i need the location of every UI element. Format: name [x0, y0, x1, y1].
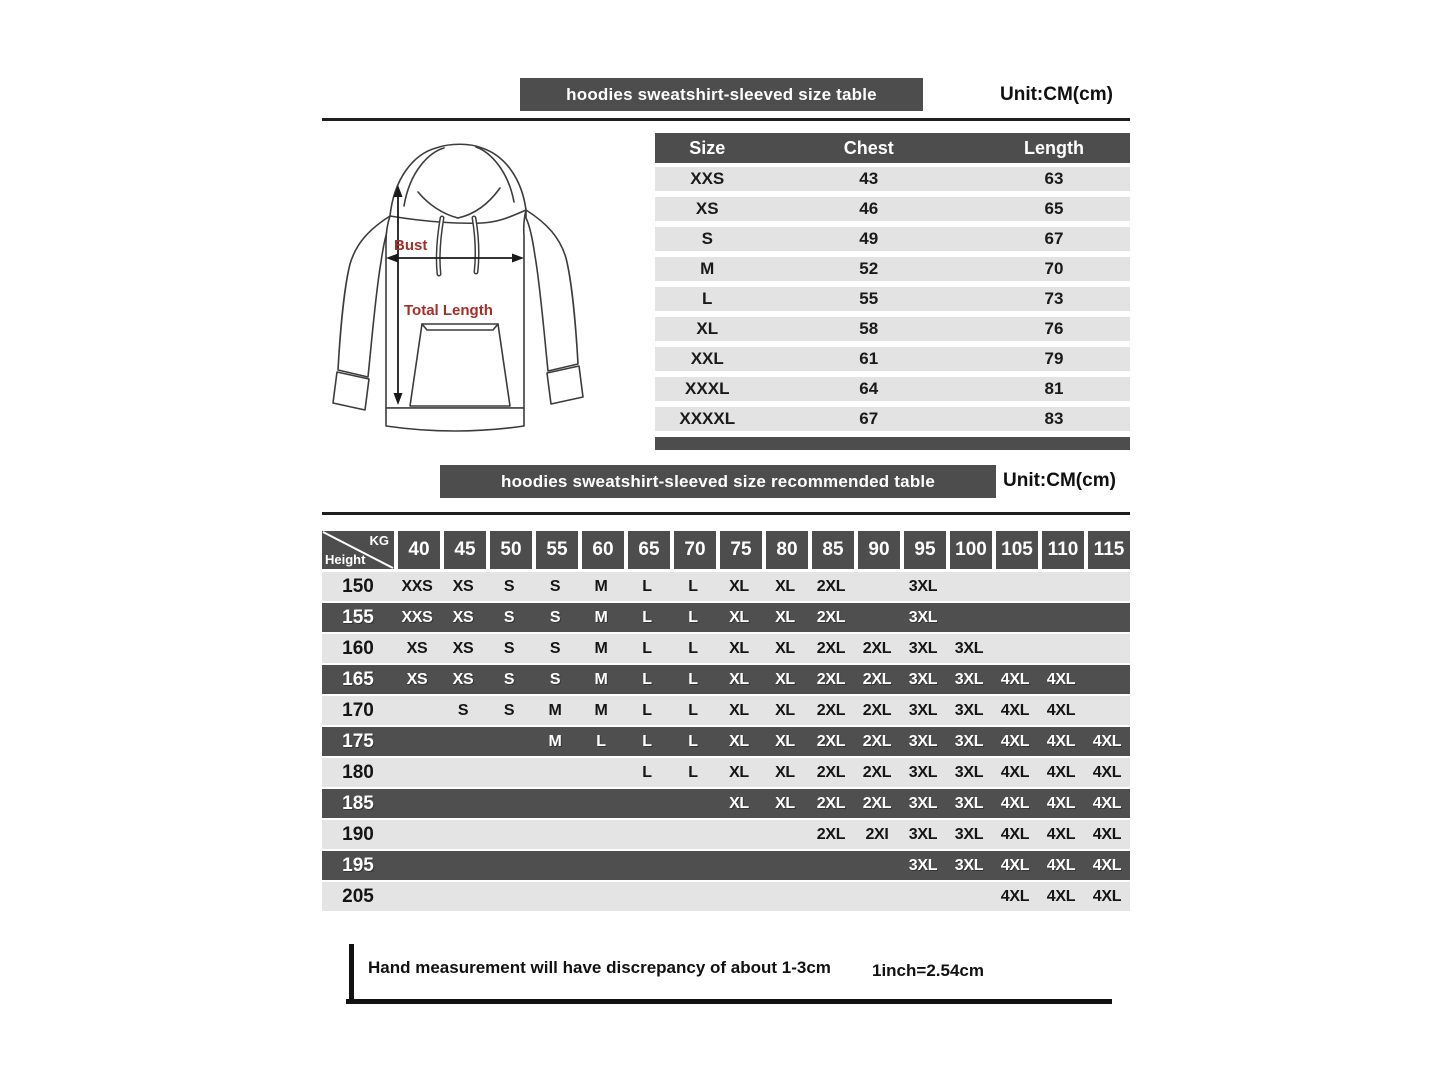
kg-height-corner-cell	[322, 531, 394, 569]
size-table-cell: XL	[696, 319, 719, 338]
divider-line	[322, 512, 1130, 515]
matrix-row	[322, 665, 1130, 694]
matrix-size-cell: 4XL	[1092, 794, 1122, 812]
matrix-size-cell: L	[642, 639, 652, 657]
matrix-size-cell: 4XL	[1000, 732, 1030, 750]
matrix-size-cell: 3XL	[954, 794, 984, 812]
matrix-size-cell: 2XL	[816, 639, 846, 657]
matrix-header-row	[322, 531, 1130, 569]
hoodie-measurement-diagram	[330, 138, 640, 460]
matrix-size-cell: XL	[775, 701, 795, 719]
matrix-size-cell: 3XL	[908, 608, 938, 626]
weight-header-box: 70	[674, 531, 716, 569]
footer-horizontal-bar	[346, 999, 1112, 1004]
recommended-size-matrix	[322, 531, 1130, 913]
matrix-size-cell: 3XL	[908, 670, 938, 688]
matrix-size-cell: L	[642, 670, 652, 688]
weight-header-box: 115	[1088, 531, 1130, 569]
matrix-size-cell: XS	[452, 639, 474, 657]
matrix-size-cell: 3XL	[908, 577, 938, 595]
size-table-row	[655, 347, 1130, 371]
height-label: 180	[342, 761, 374, 783]
size-table-cell: 43	[859, 169, 879, 188]
matrix-size-cell: L	[642, 732, 652, 750]
size-table-cell: L	[702, 289, 713, 308]
matrix-size-cell: XL	[775, 732, 795, 750]
matrix-size-cell: XL	[775, 794, 795, 812]
weight-header-box: 55	[536, 531, 578, 569]
matrix-row	[322, 789, 1130, 818]
matrix-row	[322, 758, 1130, 787]
matrix-size-cell: 4XL	[1046, 856, 1076, 874]
matrix-size-cell: 3XL	[908, 794, 938, 812]
height-label: 170	[342, 699, 374, 721]
size-table-cell: S	[701, 229, 713, 248]
matrix-size-cell: L	[688, 701, 698, 719]
matrix-size-cell: S	[549, 639, 561, 657]
matrix-row	[322, 603, 1130, 632]
size-table-cell: XXL	[690, 349, 724, 368]
matrix-size-cell: XS	[452, 577, 474, 595]
matrix-size-cell: 3XL	[908, 763, 938, 781]
matrix-size-cell: 4XL	[1092, 887, 1122, 905]
matrix-size-cell: 3XL	[954, 701, 984, 719]
matrix-size-cell: L	[642, 763, 652, 781]
height-label: 195	[342, 854, 374, 876]
size-table-cell: 81	[1044, 379, 1064, 398]
height-label: 190	[342, 823, 374, 845]
matrix-size-cell: 2XL	[816, 794, 846, 812]
size-table-row	[655, 287, 1130, 311]
size-table-body	[655, 167, 1130, 431]
height-label: 150	[342, 575, 374, 597]
weight-header-box: 110	[1042, 531, 1084, 569]
matrix-size-cell: S	[503, 608, 515, 626]
size-table-cell: XXXXL	[679, 409, 736, 428]
size-table-cell: XS	[695, 199, 719, 218]
matrix-size-cell: 2XL	[816, 825, 846, 843]
matrix-size-cell: S	[549, 577, 561, 595]
matrix-size-cell: L	[688, 639, 698, 657]
height-label: 175	[342, 730, 374, 752]
size-table-cell: XXS	[690, 169, 725, 188]
measurement-disclaimer: Hand measurement will have discrepancy of about 1-3cm	[368, 958, 831, 977]
matrix-size-cell: 4XL	[1046, 887, 1076, 905]
matrix-size-cell: 4XL	[1000, 825, 1030, 843]
matrix-row	[322, 696, 1130, 725]
matrix-size-cell: 3XL	[908, 825, 938, 843]
corner-height-label: Height	[325, 552, 366, 567]
height-label: 160	[342, 637, 374, 659]
matrix-size-cell: 4XL	[1092, 763, 1122, 781]
matrix-size-cell: 2XL	[816, 701, 846, 719]
matrix-size-cell: S	[503, 701, 515, 719]
matrix-size-cell: 4XL	[1092, 825, 1122, 843]
matrix-size-cell: 4XL	[1000, 701, 1030, 719]
size-table-cell: 52	[859, 259, 879, 278]
matrix-size-cell: 4XL	[1046, 794, 1076, 812]
matrix-size-cell: L	[688, 732, 698, 750]
hoodie-right-sleeve	[526, 210, 578, 371]
hoodie-left-sleeve	[338, 216, 390, 377]
matrix-size-cell: 3XL	[954, 670, 984, 688]
weight-header-box: 105	[996, 531, 1038, 569]
size-table-header	[655, 133, 1130, 163]
matrix-size-cell: 3XL	[908, 732, 938, 750]
size-table-footer-bar	[655, 437, 1130, 450]
matrix-size-cell: 2XL	[862, 639, 892, 657]
matrix-size-cell: XL	[775, 608, 795, 626]
matrix-size-cell: 3XL	[908, 701, 938, 719]
total-length-label: Total Length	[404, 302, 493, 319]
column-header-chest: Chest	[843, 137, 894, 158]
matrix-size-cell: 4XL	[1046, 763, 1076, 781]
size-table-title: hoodies sweatshirt-sleeved size table	[566, 84, 877, 104]
matrix-size-cell: 2XL	[816, 732, 846, 750]
size-table-cell: 61	[859, 349, 879, 368]
unit-label: Unit:CM(cm)	[1003, 470, 1116, 491]
matrix-size-cell: XL	[775, 763, 795, 781]
weight-header-box: 85	[812, 531, 854, 569]
size-table-cell: XXXL	[685, 379, 730, 398]
size-table-row	[655, 227, 1130, 251]
matrix-size-cell: 4XL	[1000, 794, 1030, 812]
matrix-size-cell: XL	[729, 732, 749, 750]
height-label: 205	[342, 885, 374, 907]
weight-header-box: 60	[582, 531, 624, 569]
matrix-size-cell: 4XL	[1092, 732, 1122, 750]
matrix-size-cell: 3XL	[954, 763, 984, 781]
size-table-row	[655, 257, 1130, 281]
size-table-cell: 73	[1044, 289, 1064, 308]
matrix-size-cell: L	[688, 763, 698, 781]
matrix-size-cell: 3XL	[954, 639, 984, 657]
matrix-size-cell: L	[642, 608, 652, 626]
matrix-size-cell: 3XL	[954, 856, 984, 874]
unit-label: Unit:CM(cm)	[1000, 84, 1113, 105]
matrix-size-cell: XS	[452, 670, 474, 688]
matrix-size-cell: XL	[729, 608, 749, 626]
matrix-size-cell: XL	[729, 577, 749, 595]
size-table-cell: 67	[859, 409, 879, 428]
matrix-size-cell: XL	[729, 794, 749, 812]
matrix-row	[322, 851, 1130, 880]
size-table-row	[655, 407, 1130, 431]
matrix-size-cell: 4XL	[1000, 887, 1030, 905]
matrix-row	[322, 634, 1130, 663]
matrix-size-cell: 2XL	[862, 732, 892, 750]
matrix-body	[322, 572, 1130, 911]
corner-kg-label: KG	[369, 533, 389, 548]
matrix-size-cell: 2XL	[816, 577, 846, 595]
size-table-row	[655, 197, 1130, 221]
matrix-size-cell: S	[549, 608, 561, 626]
matrix-size-cell: XXS	[401, 577, 433, 595]
weight-header-box: 90	[858, 531, 900, 569]
hoodie-left-cuff	[333, 372, 369, 410]
matrix-size-cell: 4XL	[1000, 670, 1030, 688]
matrix-size-cell: 4XL	[1046, 701, 1076, 719]
matrix-row	[322, 572, 1130, 601]
height-label: 155	[342, 606, 374, 628]
recommended-table-title-bar	[440, 465, 996, 498]
matrix-size-cell: XL	[729, 763, 749, 781]
matrix-size-cell: S	[503, 639, 515, 657]
size-table-cell: 67	[1044, 229, 1064, 248]
weight-header-box: 95	[904, 531, 946, 569]
matrix-size-cell: 3XL	[954, 825, 984, 843]
recommended-table-title: hoodies sweatshirt-sleeved size recommended table	[500, 471, 935, 491]
matrix-size-cell: 2XI	[865, 825, 889, 843]
bust-label: Bust	[394, 237, 428, 254]
matrix-size-cell: S	[503, 670, 515, 688]
matrix-size-cell: 3XL	[908, 856, 938, 874]
size-table-cell: 65	[1044, 199, 1064, 218]
size-table-cell: 58	[859, 319, 879, 338]
matrix-size-cell: 2XL	[862, 763, 892, 781]
matrix-size-cell: XL	[775, 639, 795, 657]
size-table-cell: 79	[1044, 349, 1064, 368]
matrix-size-cell: XL	[729, 701, 749, 719]
size-table-cell: 63	[1044, 169, 1064, 188]
weight-header-box: 40	[398, 531, 440, 569]
inch-conversion-note: 1inch=2.54cm	[872, 961, 984, 980]
matrix-row	[322, 882, 1130, 911]
matrix-size-cell: XL	[775, 670, 795, 688]
matrix-size-cell: L	[642, 701, 652, 719]
divider-line	[322, 118, 1130, 121]
matrix-size-cell: L	[688, 608, 698, 626]
matrix-size-cell: 2XL	[816, 763, 846, 781]
weight-header-box: 80	[766, 531, 808, 569]
height-label: 185	[342, 792, 374, 814]
matrix-size-cell: M	[594, 639, 608, 657]
matrix-size-cell: 4XL	[1000, 763, 1030, 781]
matrix-size-cell: L	[688, 577, 698, 595]
matrix-size-cell: M	[594, 701, 608, 719]
matrix-size-cell: XL	[775, 577, 795, 595]
size-table-title-bar	[520, 78, 923, 111]
matrix-size-cell: L	[642, 577, 652, 595]
matrix-size-cell: 3XL	[954, 732, 984, 750]
matrix-size-cell: XL	[729, 670, 749, 688]
size-table-cell: 55	[859, 289, 879, 308]
matrix-size-cell: XS	[452, 608, 474, 626]
weight-header-box: 75	[720, 531, 762, 569]
matrix-size-cell: XL	[729, 639, 749, 657]
height-label: 165	[342, 668, 374, 690]
size-table-row	[655, 317, 1130, 341]
matrix-size-cell: S	[457, 701, 469, 719]
matrix-size-cell: 4XL	[1046, 732, 1076, 750]
matrix-size-cell: 4XL	[1000, 856, 1030, 874]
matrix-size-cell: 4XL	[1046, 670, 1076, 688]
size-table-cell: 76	[1044, 319, 1064, 338]
weight-header-box: 45	[444, 531, 486, 569]
weight-header-box: 50	[490, 531, 532, 569]
matrix-size-cell: L	[688, 670, 698, 688]
matrix-size-cell: S	[549, 670, 561, 688]
matrix-size-cell: M	[594, 670, 608, 688]
matrix-size-cell: M	[548, 701, 562, 719]
size-table-cell: 83	[1044, 409, 1064, 428]
size-table-cell: 70	[1044, 259, 1064, 278]
matrix-size-cell: 4XL	[1046, 825, 1076, 843]
size-table-cell: 49	[859, 229, 879, 248]
size-table	[655, 133, 1130, 450]
matrix-size-cell: XS	[406, 670, 428, 688]
matrix-size-cell: 2XL	[862, 794, 892, 812]
matrix-size-cell: 2XL	[862, 670, 892, 688]
hoodie-waistband	[386, 408, 524, 431]
size-table-cell: M	[700, 259, 715, 278]
matrix-size-cell: M	[548, 732, 562, 750]
size-table-cell: 46	[859, 199, 879, 218]
matrix-size-cell: L	[596, 732, 606, 750]
matrix-size-cell: 2XL	[862, 701, 892, 719]
column-header-size: Size	[689, 137, 726, 158]
matrix-size-cell: M	[594, 577, 608, 595]
size-table-cell: 64	[859, 379, 879, 398]
column-header-length: Length	[1024, 137, 1084, 158]
matrix-size-cell: M	[594, 608, 608, 626]
hoodie-right-cuff	[547, 366, 583, 404]
size-table-row	[655, 167, 1130, 191]
footer-vertical-bar	[349, 944, 354, 1001]
weight-header-box: 65	[628, 531, 670, 569]
matrix-row	[322, 727, 1130, 756]
matrix-row	[322, 820, 1130, 849]
weight-header-box: 100	[950, 531, 992, 569]
matrix-size-cell: 3XL	[908, 639, 938, 657]
matrix-size-cell: S	[503, 577, 515, 595]
matrix-size-cell: XXS	[401, 608, 433, 626]
matrix-size-cell: 4XL	[1092, 856, 1122, 874]
matrix-size-cell: 2XL	[816, 608, 846, 626]
size-table-row	[655, 377, 1130, 401]
matrix-size-cell: XS	[406, 639, 428, 657]
matrix-size-cell: 2XL	[816, 670, 846, 688]
